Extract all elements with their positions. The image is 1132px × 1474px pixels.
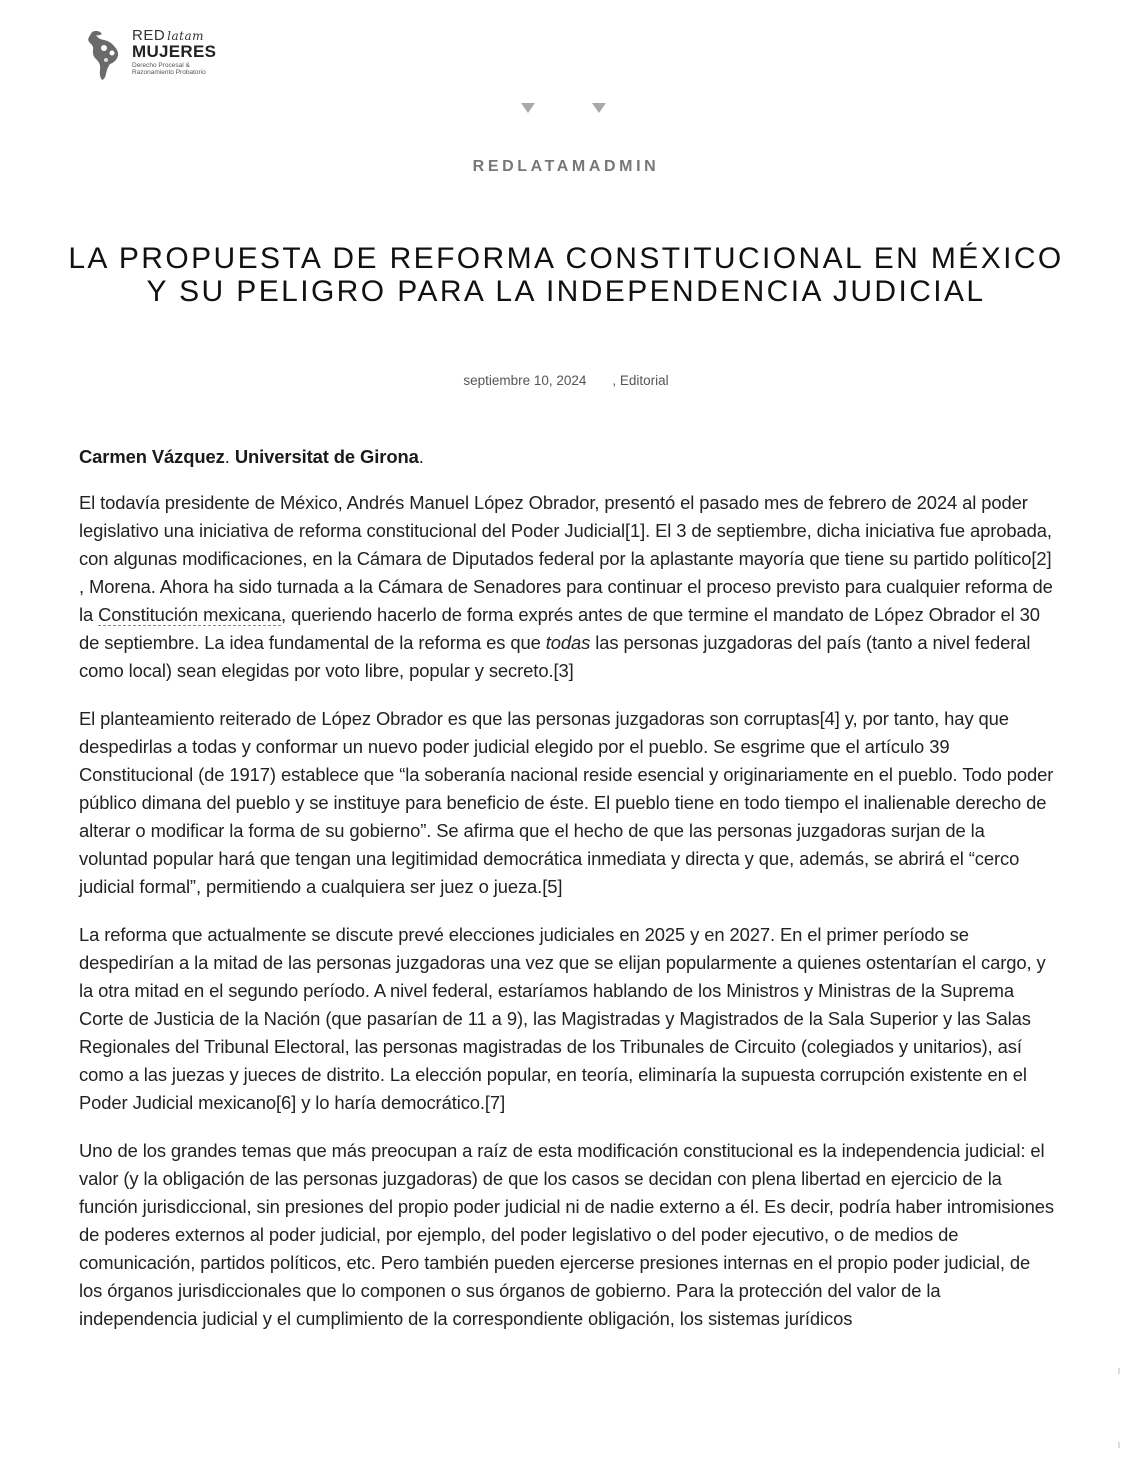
article-byline: [79, 443, 1054, 471]
paragraph-1-text-a: El todavía presidente de México, Andrés Manuel López Obrador, presentó el pasado mes de febrero de 2024 al poder legislativo una iniciativa de reforma constitucional del Poder Judicial[1]. El 3 de septiembre, dicha iniciativa fue aprobada, con algunas modificaciones, en la Cámara de Diputados federal por la aplastante mayoría que tiene su partido político[2] , Morena. Ahora ha sido turnada a la Cámara de Senadores para continuar el proceso previsto para cualquier reforma de la: [79, 492, 1053, 625]
byline-institution: Universitat de Girona: [234, 446, 419, 467]
paragraph-1-text-b: , queriendo hacerlo de forma exprés antes de que termine el mandato de López Obrador el 30 de septiembre. La idea fundamental de la reforma es que: [79, 604, 1040, 653]
byline-author: Carmen Vázquez: [79, 446, 225, 467]
next-post-triangle-down-icon[interactable]: [592, 103, 606, 113]
byline-end: .: [418, 446, 424, 467]
logo-mujeres: MUJERES: [132, 42, 217, 61]
paragraph-2: El planteamiento reiterado de López Obrador es que las personas juzgadoras son corruptas[4] y, por tanto, hay que despedirlas a todas y conformar un nuevo poder judicial elegido por el pueblo. Se esgrime que el artículo 39 Constitucional (de 1917) establece que “la soberanía nacional reside esencial y originariamente en el pueblo. Todo poder público dimana del pueblo y se instituye para beneficio de éste. El pueblo tiene en todo tiempo el inalienable derecho de alterar o modificar la forma de su gobierno”. Se afirma que el hecho de que las personas juzgadoras surjan de la voluntad popular hará que tengan una legitimidad democrática inmediata y directa y que, además, se abrirá el “cerco judicial formal”, permitiendo a cualquiera ser juez o jueza.[5]: [79, 708, 1054, 897]
latam-map-logo-icon: [86, 28, 128, 82]
article-body: [79, 443, 1054, 1353]
paragraph-4: Uno de los grandes temas que más preocupan a raíz de esta modificación constitucional es la independencia judicial: el valor (y la obligación de las personas juzgadoras) de que los casos se decidan con plena libertad en ejercicio de la función jurisdiccional, sin presiones del propio poder judicial ni de nadie externo a él. Es decir, podría haber intromisiones de poderes externos al poder judicial, por ejemplo, del poder legislativo o del poder ejecutivo, o de medios de comunicación, partidos políticos, etc. Pero también pueden ejercerse presiones internas en el propio poder judicial, de los órganos jurisdiccionales que lo componen o sus órganos de gobierno. Para la protección del valor de la independencia judicial y el cumplimiento de la correspondiente obligación, los sistemas jurídicos: [79, 1140, 1054, 1329]
scroll-indicator: [1118, 1368, 1120, 1374]
site-logo[interactable]: [86, 28, 236, 84]
paragraph-1-text-c: las personas juzgadoras del país (tanto a nivel federal como local) sean elegidas por voto libre, popular y secreto.[3]: [79, 632, 1031, 681]
post-date: septiembre 10, 2024: [463, 373, 587, 388]
title-line-1: LA PROPUESTA DE REFORMA CONSTITUCIONAL EN MÉXICO: [68, 242, 1064, 275]
paragraph-1-emphasis: todas: [545, 632, 591, 653]
logo-subtitle-1: Derecho Procesal &: [132, 62, 190, 69]
logo-latam: latam: [167, 29, 205, 43]
page-title: [0, 242, 1132, 308]
paragraph-3: La reforma que actualmente se discute prevé elecciones judiciales en 2025 y en 2027. En el primer período se despedirían a la mitad de las personas juzgadoras una vez que se elijan popularmente a quienes ostentarían el cargo, y la otra mitad en el segundo período. A nivel federal, estaríamos hablando de los Ministros y Ministras de la Suprema Corte de Justicia de la Nación (que pasarían de 11 a 9), las Magistradas y Magistrados de la Sala Superior y las Salas Regionales del Tribunal Electoral, las personas magistradas de los Tribunales de Circuito (colegiados y unitarios), así como a las juezas y jueces de distrito. La elección popular, en teoría, eliminaría la supuesta corrupción existente en el Poder Judicial mexicano[6] y lo haría democrático.[7]: [79, 924, 1046, 1113]
byline-separator: .: [224, 446, 235, 467]
prev-post-triangle-down-icon[interactable]: [521, 103, 535, 113]
title-line-2: Y SU PELIGRO PARA LA INDEPENDENCIA JUDICIAL: [146, 275, 986, 308]
constitucion-mexicana-link[interactable]: Constitución mexicana: [98, 604, 282, 625]
post-meta: [0, 373, 1132, 388]
logo-text: [132, 28, 216, 77]
post-author-link[interactable]: REDLATAMADMIN: [472, 158, 660, 175]
logo-subtitle-2: Razonamiento Probatorio: [132, 69, 206, 77]
logo-red: RED: [132, 27, 166, 44]
scroll-indicator: [1118, 1442, 1120, 1448]
paragraph-1: [79, 489, 1054, 685]
post-category-link[interactable]: , Editorial: [612, 373, 669, 388]
